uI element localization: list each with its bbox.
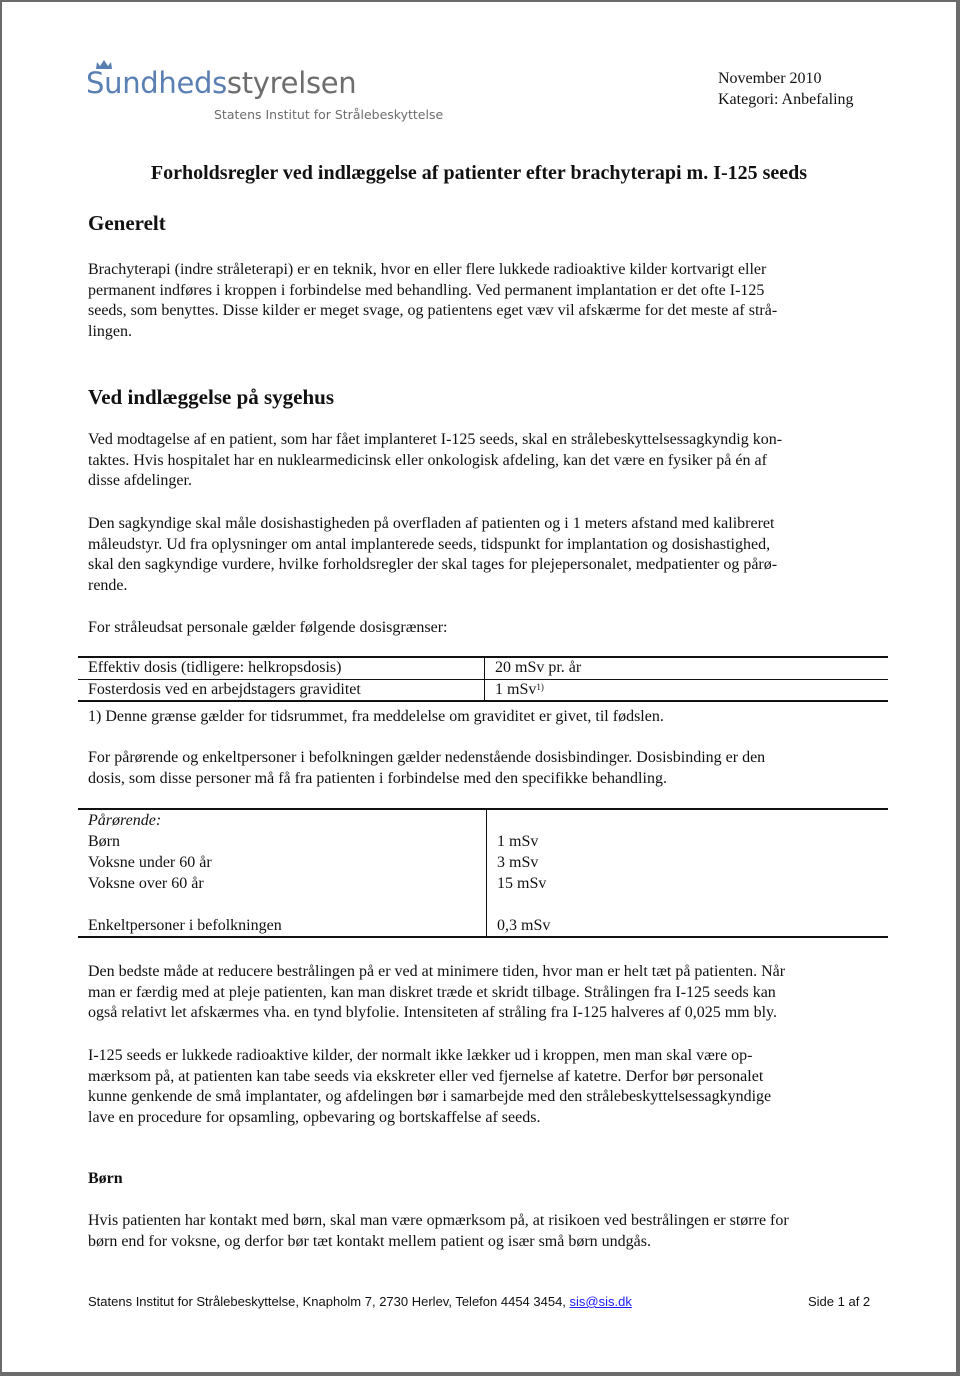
table-cell-label: Voksne over 60 år — [78, 873, 487, 894]
table-cell-label: Fosterdosis ved en arbejdstagers graviditet — [78, 679, 485, 701]
table-cell-value: 0,3 mSv — [497, 917, 551, 934]
logo-subtitle: Statens Institut for Strålebeskyttelse — [214, 107, 444, 122]
document-meta — [718, 68, 854, 110]
table-cell-value: 15 mSv — [497, 875, 547, 892]
document-title: Forholdsregler ved indlæggelse af patienter efter brachyterapi m. I-125 seeds — [150, 162, 808, 184]
table-row — [78, 657, 888, 679]
table-cell-label: Effektiv dosis (tidligere: helkropsdosis) — [78, 657, 485, 679]
footnote-marker: 1) — [536, 681, 544, 692]
table-spacer-row — [78, 894, 888, 915]
paragraph-modtagelse: Ved modtagelse af en patient, som har fået implanteret I-125 seeds, skal en strålebeskyttelsessagkyndig kon- taktes. Hvis hospitalet har en nuklearmedicinsk eller onkologisk afdeling, kan det være en fysiker på én af disse afdelinger. — [88, 431, 783, 490]
paragraph-generelt: Brachyterapi (indre stråleterapi) er en teknik, hvor en eller flere lukkede radioaktive kilder kortvarigt eller permanent indføres i kroppen i forbindelse med behandling. Ved permanent implantation er det ofte I-125 seeds, som benyttes. Disse kilder er meget svage, og patientens eget væv vil afskærme for det meste af strå- lingen. — [88, 261, 778, 341]
table-cell-label: Børn — [78, 831, 487, 852]
page-number: Side 1 af 2 — [808, 1294, 871, 1309]
paragraph-seeds: I-125 seeds er lukkede radioaktive kilder, der normalt ikke lækker ud i kroppen, men man skal være op- mærksom på, at patienten kan tabe seeds via ekskreter eller ved fjernelse af katetre. Derfor bør personalet kunne genkende de små implantater, og afdelingen bør i samarbejde med den strålebeskyttelsessagkyndige lave en procedure for opsamling, opbevaring og bortskaffelse af seeds. — [88, 1047, 772, 1127]
paragraph-reducere: Den bedste måde at reducere bestrålingen på er ved at minimere tiden, hvor man er helt tæt på patienten. Når man er færdig med at pleje patienten, kan man diskret træde et skridt tilbage. Strålingen fra I-125 seeds kan også relativt let afskærmes vha. en tynd blyfolie. Intensiteten af stråling fra I-125 halveres af 0,025 mm bly. — [88, 963, 786, 1022]
sundhedsstyrelsen-logo — [86, 58, 446, 126]
table-cell-label: Enkeltpersoner i befolkningen — [78, 915, 487, 937]
table-row — [78, 809, 888, 831]
logo-wordmark: Sundhedsstyrelsen — [86, 66, 357, 100]
document-page — [2, 2, 956, 1372]
table-row — [78, 852, 888, 873]
personnel-dose-table — [78, 656, 888, 702]
heading-generelt: Generelt — [88, 211, 166, 235]
table-row — [78, 873, 888, 894]
table-cell-label: Voksne under 60 år — [78, 852, 487, 873]
table-cell-value: 1 mSv$^{1)}$ — [485, 679, 889, 701]
table-cell-value: 20 mSv pr. år — [495, 659, 582, 676]
paragraph-dosisgraenser-intro: For stråleudsat personale gælder følgende dosisgrænser: — [88, 619, 448, 636]
table-cell-value: 1 mSv — [497, 833, 539, 850]
footer-address: Statens Institut for Strålebeskyttelse, Knapholm 7, 2730 Herlev, Telefon 4454 3454, — [88, 1294, 570, 1309]
relatives-dose-table — [78, 808, 888, 938]
table-row — [78, 831, 888, 852]
table-footnote: 1) Denne grænse gælder for tidsrummet, fra meddelelse om graviditet er givet, til fødslen. — [88, 708, 664, 725]
table-row — [78, 679, 888, 701]
table-row — [78, 915, 888, 937]
document-date: November 2010 — [718, 70, 822, 87]
paragraph-paarorende: For pårørende og enkeltpersoner i befolkningen gælder nedenstående dosisbindinger. Dosisbinding er den dosis, som disse personer må få fra patienten i forbindelse med den specifikke behandling. — [88, 749, 766, 787]
table-cell-value: 3 mSv — [497, 854, 539, 871]
document-category: Kategori: Anbefaling — [718, 91, 854, 108]
page-footer — [88, 1294, 632, 1309]
heading-indlaeggelse: Ved indlæggelse på sygehus — [88, 385, 335, 409]
footer-email-link[interactable]: sis@sis.dk — [569, 1294, 632, 1309]
paragraph-born: Hvis patienten har kontakt med børn, skal man være opmærksom på, at risikoen ved bestrålingen er større for børn end for voksne, og derfor bør tæt kontakt mellem patient og især små børn undgås. — [88, 1212, 789, 1250]
heading-born: Børn — [88, 1170, 123, 1187]
paragraph-sagkyndig: Den sagkyndige skal måle dosishastigheden på overfladen af patienten og i 1 meters afstand med kalibreret måleudstyr. Ud fra oplysninger om antal implanterede seeds, tidspunkt for implantation og dosishastighed, skal den sagkyndige vurdere, hvilke forholdsregler der skal tages for plejepersonalet, medpatienter og pårø- rende. — [88, 515, 778, 595]
table-group-label: Pårørende: — [78, 809, 487, 831]
